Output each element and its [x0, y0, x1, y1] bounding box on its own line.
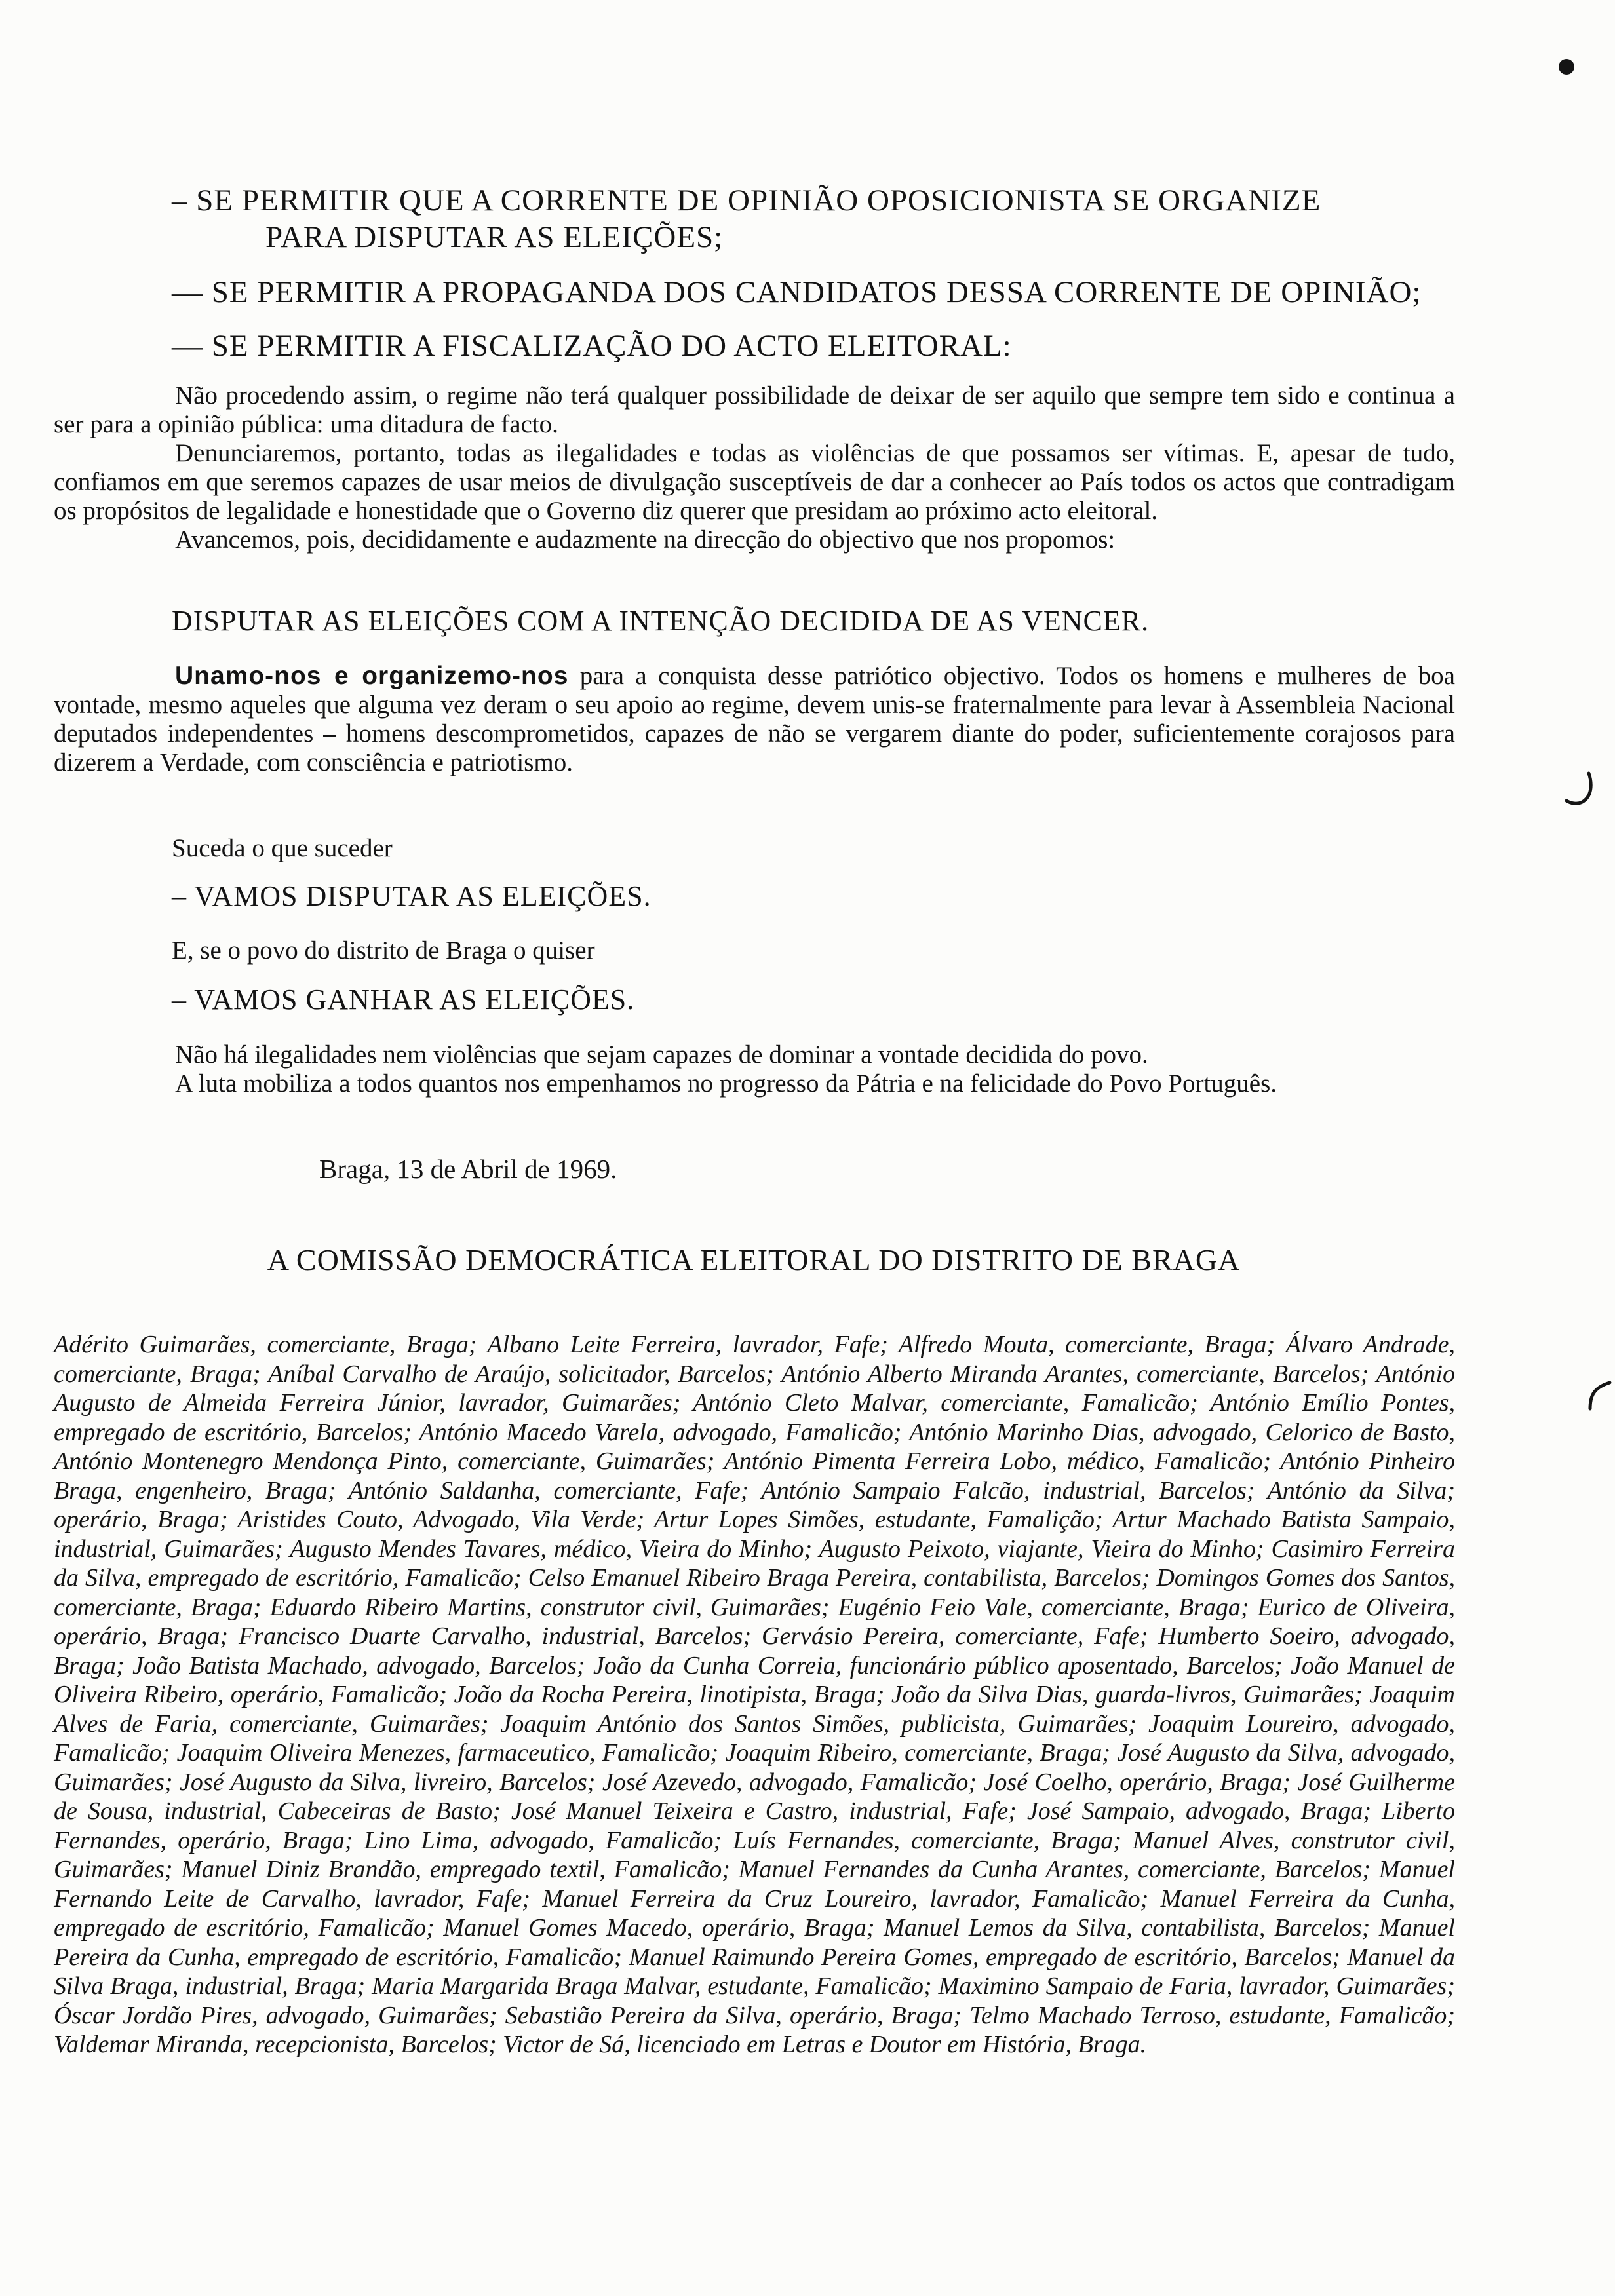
margin-mark-lower	[1586, 1379, 1615, 1411]
demand-1	[172, 182, 1321, 256]
call-bold-phrase: Unamo-nos e organizemo-nos	[175, 662, 569, 690]
body-paragraph-3: Avancemos, pois, decididamente e audazmente na direcção do objectivo que nos propomos:	[175, 526, 1116, 554]
margin-mark-right	[1564, 771, 1603, 807]
call-paragraph	[54, 662, 1455, 777]
demand-1-line-2: PARA DISPUTAR AS ELEIÇÕES;	[265, 220, 724, 255]
ink-dot	[1555, 54, 1581, 80]
body-paragraph-2: Denunciaremos, portanto, todas as ilegalidades e todas as violências de que possamos ser vítimas. E, apesar de tudo, confiamos em que seremos capazes de usar meios de divulgação susceptíveis de dar a conhecer ao País todos os actos que contradigam os propósitos de legalidade e honestidade que o Governo diz querer que presidam ao próximo acto eleitoral.	[54, 439, 1455, 526]
slogan-2: – VAMOS GANHAR AS ELEIÇÕES.	[172, 984, 635, 1016]
suceda-line: Suceda o que suceder	[172, 834, 393, 862]
date-line: Braga, 13 de Abril de 1969.	[319, 1154, 617, 1184]
closing-paragraph-2: A luta mobiliza a todos quantos nos empenhamos no progresso da Pátria e na felicidade do Povo Português.	[175, 1069, 1277, 1098]
demand-2: — SE PERMITIR A PROPAGANDA DOS CANDIDATOS DESSA CORRENTE DE OPINIÃO;	[172, 275, 1422, 309]
condition-line: E, se o povo do distrito de Braga o quiser	[172, 936, 595, 965]
signatories-list: Adérito Guimarães, comerciante, Braga; Albano Leite Ferreira, lavrador, Fafe; Alfredo Mouta, comerciante, Braga; Álvaro Andrade, comerciante, Braga; Aníbal Carvalho de Araújo, solicitador, Barcelos; António Alberto Miranda Arantes, comerciante, Barcelos; António Augusto de Almeida Ferreira Júnior, lavrador, Guimarães; António Cleto Malvar, comerciante, Famalicão; António Emílio Pontes, empregado de escritório, Barcelos; António Macedo Varela, advogado, Famalicão; António Marinho Dias, advogado, Celorico de Basto, António Montenegro Mendonça Pinto, comerciante, Guimarães; António Pimenta Ferreira Lobo, médico, Famalicão; António Pinheiro Braga, engenheiro, Braga; António Saldanha, comerciante, Fafe; António Sampaio Falcão, industrial, Barcelos; António da Silva; operário, Braga; Aristides Couto, Advogado, Vila Verde; Artur Lopes Simões, estudante, Famalição; Artur Machado Batista Sampaio, industrial, Guimarães; Augusto Mendes Tavares, médico, Vieira do Minho; Augusto Peixoto, viajante, Vieira do Minho; Casimiro Ferreira da Silva, empregado de escritório, Famalicão; Celso Emanuel Ribeiro Braga Pereira, contabilista, Barcelos; Domingos Gomes dos Santos, comerciante, Braga; Eduardo Ribeiro Martins, construtor civil, Guimarães; Eugénio Feio Vale, comerciante, Braga; Eurico de Oliveira, operário, Braga; Francisco Duarte Carvalho, industrial, Barcelos; Gervásio Pereira, comerciante, Fafe; Humberto Soeiro, advogado, Braga; João Batista Machado, advogado, Barcelos; João da Cunha Correia, funcionário público aposentado, Barcelos; João Manuel de Oliveira Ribeiro, operário, Famalicão; João da Rocha Pereira, linotipista, Braga; João da Silva Dias, guarda-livros, Guimarães; Joaquim Alves de Faria, comerciante, Guimarães; Joaquim António dos Santos Simões, publicista, Guimarães; Joaquim Loureiro, advogado, Famalicão; Joaquim Oliveira Menezes, farmaceutico, Famalicão; Joaquim Ribeiro, comerciante, Braga; José Augusto da Silva, advogado, Guimarães; José Augusto da Silva, livreiro, Barcelos; José Azevedo, advogado, Famalicão; José Coelho, operário, Braga; José Guilherme de Sousa, industrial, Cabeceiras de Basto; José Manuel Teixeira e Castro, industrial, Fafe; José Sampaio, advogado, Braga; Liberto Fernandes, operário, Braga; Lino Lima, advogado, Famalicão; Luís Fernandes, comerciante, Braga; Manuel Alves, construtor civil, Guimarães; Manuel Diniz Brandão, empregado textil, Famalicão; Manuel Fernandes da Cunha Arantes, comerciante, Barcelos; Manuel Fernando Leite de Carvalho, lavrador, Fafe; Manuel Ferreira da Cruz Loureiro, lavrador, Famalicão; Manuel Ferreira da Cunha, empregado de escritório, Famalicão; Manuel Gomes Macedo, operário, Braga; Manuel Lemos da Silva, contabilista, Barcelos; Manuel Pereira da Cunha, empregado de escritório, Famalicão; Manuel Raimundo Pereira Gomes, empregado de escritório, Barcelos; Manuel da Silva Braga, industrial, Braga; Maria Margarida Braga Malvar, estudante, Famalicão; Maximino Sampaio de Faria, lavrador, Guimarães; Óscar Jordão Pires, advogado, Guimarães; Sebastião Pereira da Silva, operário, Braga; Telmo Machado Terroso, estudante, Famalicão; Valdemar Miranda, recepcionista, Barcelos; Victor de Sá, licenciado em Letras e Doutor em História, Braga.	[54, 1331, 1455, 2058]
call-text: para a conquista desse patriótico objectivo. Todos os homens e mulheres de boa vontade, mesmo aqueles que alguma vez deram o seu apoio ao regime, devem unis-se fraternalmente para levar à Assembleia Nacional deputados independentes – homens descomprometidos, capazes de não se vergarem diante do poder, suficientemente corajosos para dizerem a Verdade, com consciência e patriotismo.	[54, 662, 1455, 777]
demand-3: — SE PERMITIR A FISCALIZAÇÃO DO ACTO ELEITORAL:	[172, 329, 1012, 363]
slogan-1: – VAMOS DISPUTAR AS ELEIÇÕES.	[172, 880, 652, 912]
committee-title: A COMISSÃO DEMOCRÁTICA ELEITORAL DO DISTRITO DE BRAGA	[267, 1243, 1241, 1276]
closing-paragraph-1: Não há ilegalidades nem violências que sejam capazes de dominar a vontade decidida do povo.	[175, 1041, 1148, 1069]
goal-statement: DISPUTAR AS ELEIÇÕES COM A INTENÇÃO DECIDIDA DE AS VENCER.	[172, 605, 1150, 637]
demand-1-line-1: – SE PERMITIR QUE A CORRENTE DE OPINIÃO OPOSICIONISTA SE ORGANIZE	[172, 183, 1321, 218]
closing-paragraphs	[54, 1041, 1455, 1098]
body-paragraphs	[54, 381, 1455, 554]
body-paragraph-1: Não procedendo assim, o regime não terá qualquer possibilidade de deixar de ser aquilo que sempre tem sido e continua a ser para a opinião pública: uma ditadura de facto.	[54, 381, 1455, 439]
